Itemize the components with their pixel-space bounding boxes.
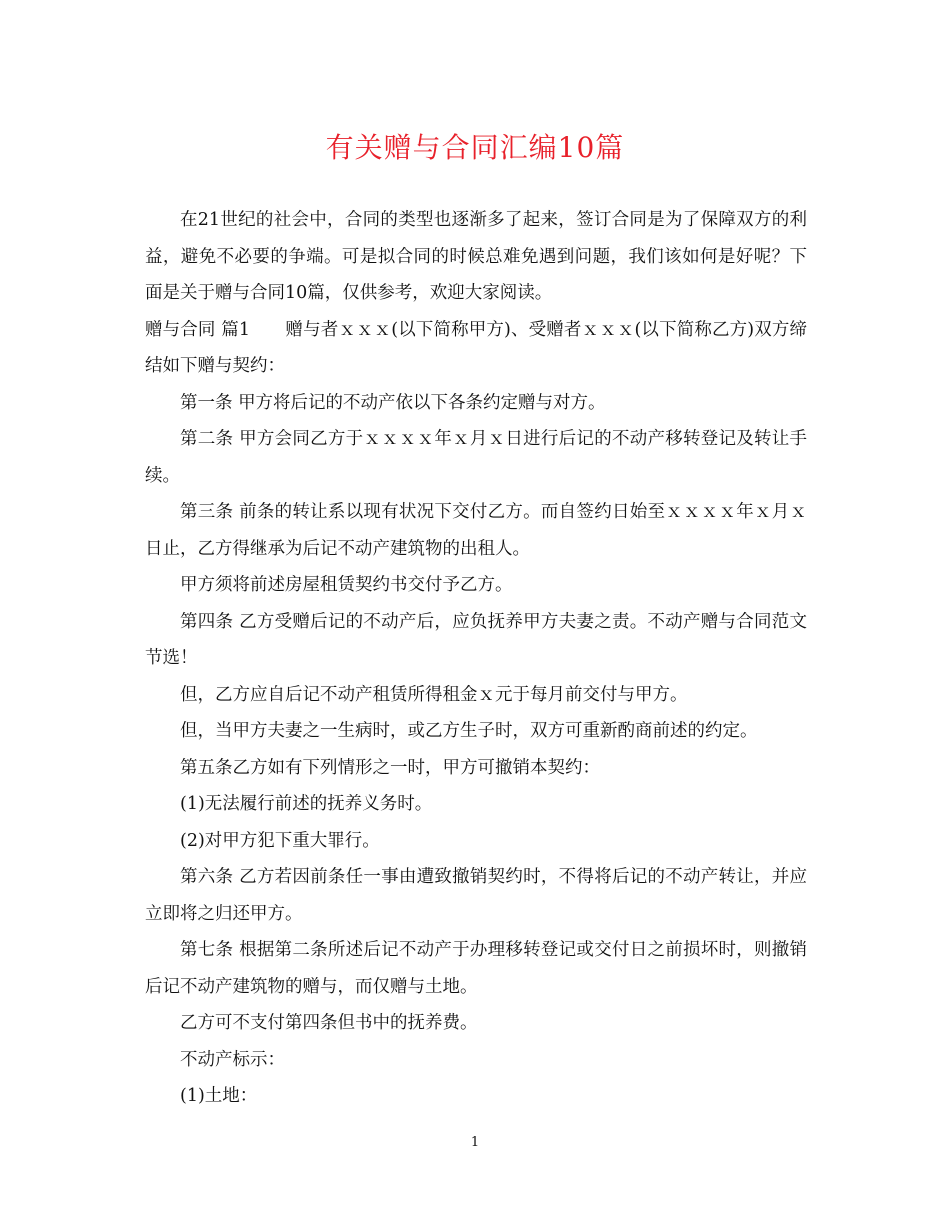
page-number: 1 bbox=[470, 1135, 480, 1150]
paragraph-article-2: 第二条 甲方会同乙方于ｘｘｘｘ年ｘ月ｘ日进行后记的不动产移转登记及转让手续。 bbox=[145, 429, 807, 486]
paragraph-intro: 在21世纪的社会中，合同的类型也逐渐多了起来，签订合同是为了保障双方的利益，避免不必要的争端。可是拟合同的时候总难免遇到问题，我们该如何是好呢？下面是关于赠与合同10篇，仅供参考，欢迎大家阅读。 bbox=[145, 210, 807, 303]
paragraph-article-7: 第七条 根据第二条所述后记不动产于办理移转登记或交付日之前损坏时，则撤销后记不动产建筑物的赠与，而仅赠与土地。 bbox=[145, 940, 807, 997]
paragraph-lease-delivery: 甲方须将前述房屋租赁契约书交付予乙方。 bbox=[180, 575, 513, 595]
paragraph-property-label: 不动产标示： bbox=[180, 1049, 285, 1070]
paragraph-rent-proviso: 但，乙方应自后记不动产租赁所得租金ｘ元于每月前交付与甲方。 bbox=[180, 684, 688, 705]
paragraph-article-5: 第五条乙方如有下列情形之一时，甲方可撤销本契约： bbox=[180, 757, 600, 778]
paragraph-contract-opening: 赠与合同 篇1 赠与者ｘｘｘ(以下简称甲方)、受赠者ｘｘｘ(以下简称乙方)双方缔结如下赠与契约： bbox=[145, 319, 807, 376]
paragraph-renegotiation: 但，当甲方夫妻之一生病时，或乙方生子时，双方可重新酌商前述的约定。 bbox=[180, 721, 758, 741]
paragraph-article-4: 第四条 乙方受赠后记的不动产后，应负抚养甲方夫妻之责。不动产赠与合同范文节选！ bbox=[145, 611, 807, 668]
paragraph-article-1: 第一条 甲方将后记的不动产依以下各条约定赠与对方。 bbox=[180, 392, 606, 413]
paragraph-condition-2: (2)对甲方犯下重大罪行。 bbox=[180, 830, 380, 851]
paragraph-condition-1: (1)无法履行前述的抚养义务时。 bbox=[180, 794, 433, 814]
paragraph-article-3: 第三条 前条的转让系以现有状况下交付乙方。而自签约日始至ｘｘｘｘ年ｘ月ｘ日止，乙方得继承为后记不动产建筑物的出租人。 bbox=[145, 502, 807, 559]
document-title: 有关赠与合同汇编10篇 bbox=[325, 131, 625, 164]
paragraph-land: (1)土地： bbox=[180, 1086, 258, 1106]
document-body bbox=[145, 202, 807, 1115]
paragraph-article-6: 第六条 乙方若因前条任一事由遭致撤销契约时，不得将后记的不动产转让，并应立即将之归还甲方。 bbox=[145, 867, 807, 924]
paragraph-support-fee: 乙方可不支付第四条但书中的抚养费。 bbox=[180, 1013, 478, 1033]
